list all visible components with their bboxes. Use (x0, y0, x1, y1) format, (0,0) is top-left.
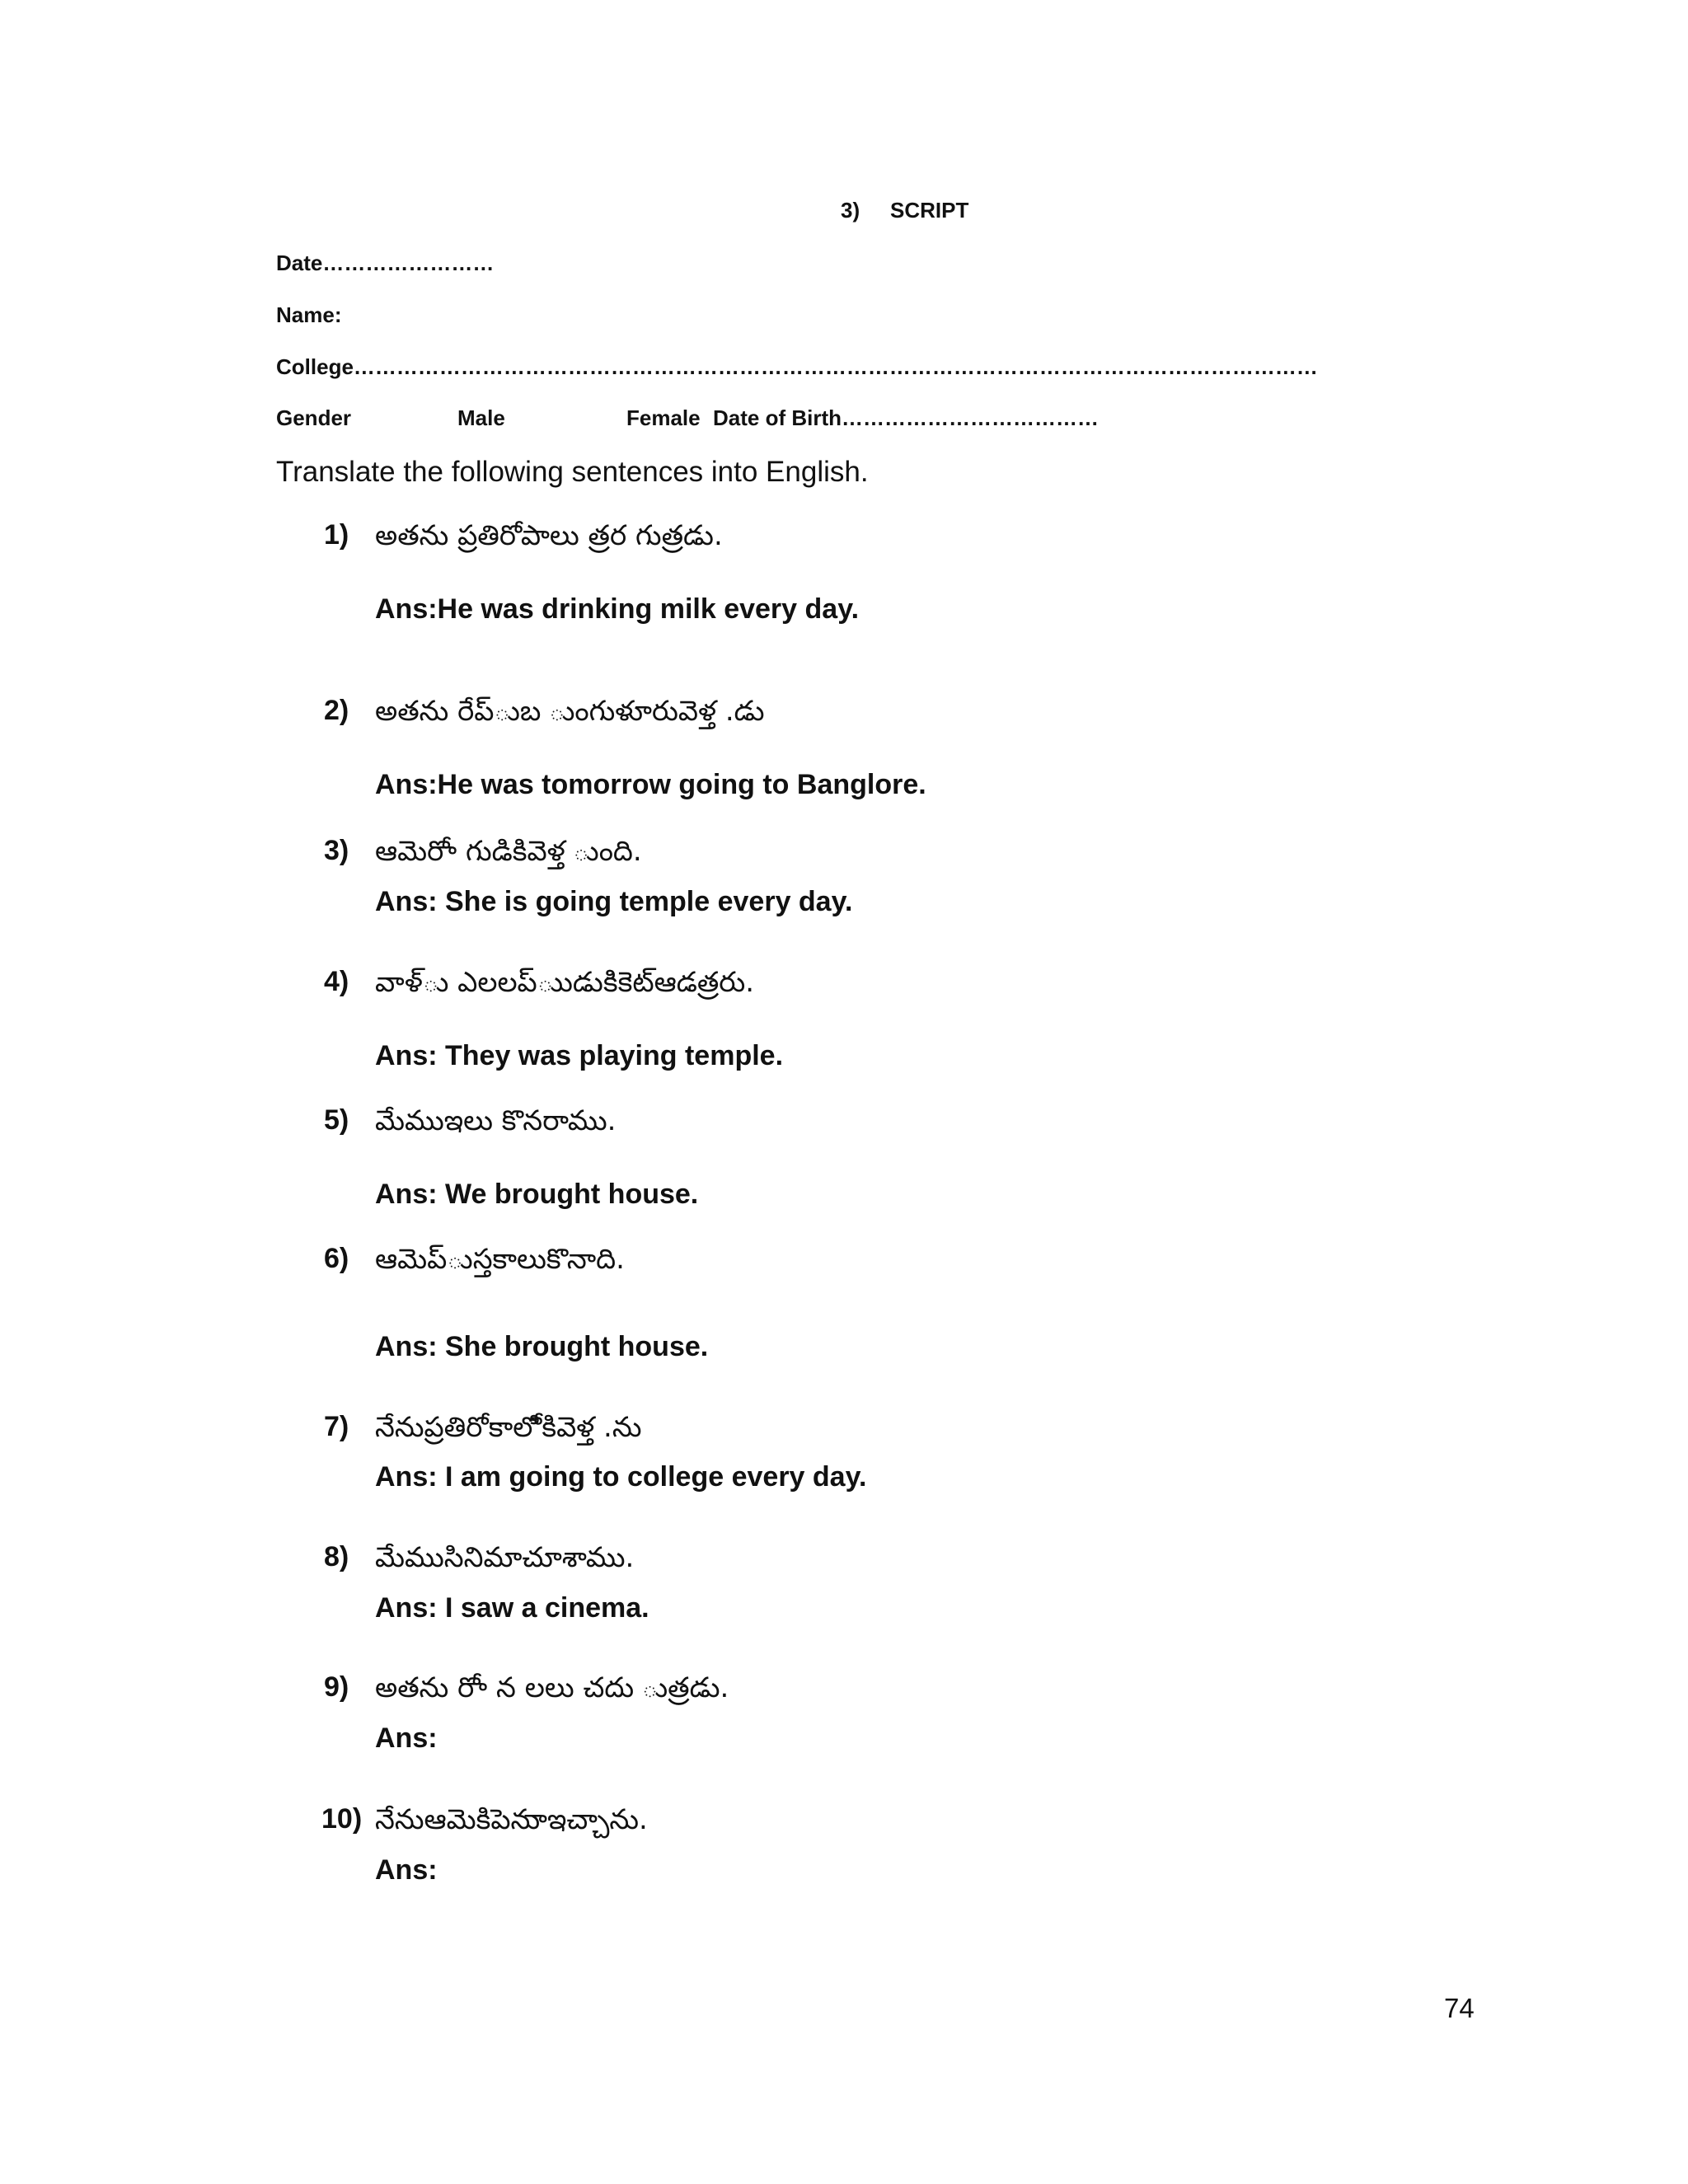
question-number: 3) (324, 835, 349, 866)
answer-text: Ans: We brought house. (375, 1179, 699, 1210)
answer-text: Ans: (375, 1722, 438, 1754)
page-number: 74 (1444, 1993, 1475, 2023)
question-number: 10) (321, 1803, 363, 1835)
question-number: 9) (324, 1671, 349, 1703)
section-number: 3) (841, 198, 860, 223)
answer-text: Ans: She is going temple every day. (375, 886, 853, 917)
male-option: Male (457, 405, 505, 430)
question-text: మేముసినిమాచూశాము. (375, 1541, 635, 1574)
question-text: నేనుఆమెకిపెనుాఇచ్చాను. (375, 1803, 648, 1836)
question-number: 8) (324, 1541, 349, 1572)
college-field: College……………………………………………………………………………………………………………………… (276, 354, 1318, 379)
question-text: నేనుప్రతిరోకాలోికివెళ్త .ను (375, 1411, 642, 1444)
answer-text: Ans: (375, 1854, 438, 1886)
question-text: మేముఇలు కొనరాము. (375, 1104, 617, 1137)
question-text: అతను ప్రతిరోపాలు త్రర గుత్రడు. (375, 519, 723, 552)
answer-text: Ans: They was playing temple. (375, 1040, 784, 1071)
question-text: ఆమెరోా గుడికివెళ్త ుంది. (375, 835, 642, 868)
gender-label: Gender (276, 405, 352, 430)
answer-text: Ans:He was drinking milk every day. (375, 593, 860, 625)
answer-text: Ans: I saw a cinema. (375, 1592, 649, 1624)
answer-text: Ans: She brought house. (375, 1331, 709, 1362)
question-number: 5) (324, 1104, 349, 1136)
section-heading (841, 198, 968, 223)
date-field: Date…………………… (276, 251, 495, 275)
answer-text: Ans: I am going to college every day. (375, 1461, 867, 1493)
question-text: అతను రేప్ుబ ుంగుళూరువెళ్త .డు (375, 695, 765, 728)
question-text: అతను రోా న లలు చదు ుత్రడు. (375, 1671, 729, 1704)
question-text: వాళ్ు ఎలలప్ుుడుకిికెట్ఆడత్రరు. (375, 966, 755, 999)
question-text: ఆమెప్ుస్తకాలుకొనాది. (375, 1243, 625, 1276)
question-number: 6) (324, 1243, 349, 1274)
dob-field: Date of Birth……………………………… (713, 405, 1099, 430)
question-number: 7) (324, 1411, 349, 1442)
name-field: Name: (276, 302, 342, 327)
female-option: Female (626, 405, 701, 430)
question-number: 4) (324, 966, 349, 997)
question-number: 2) (324, 695, 349, 726)
section-title: SCRIPT (890, 198, 969, 223)
answer-text: Ans:He was tomorrow going to Banglore. (375, 769, 926, 800)
question-number: 1) (324, 519, 349, 551)
instruction: Translate the following sentences into English. (276, 456, 869, 488)
